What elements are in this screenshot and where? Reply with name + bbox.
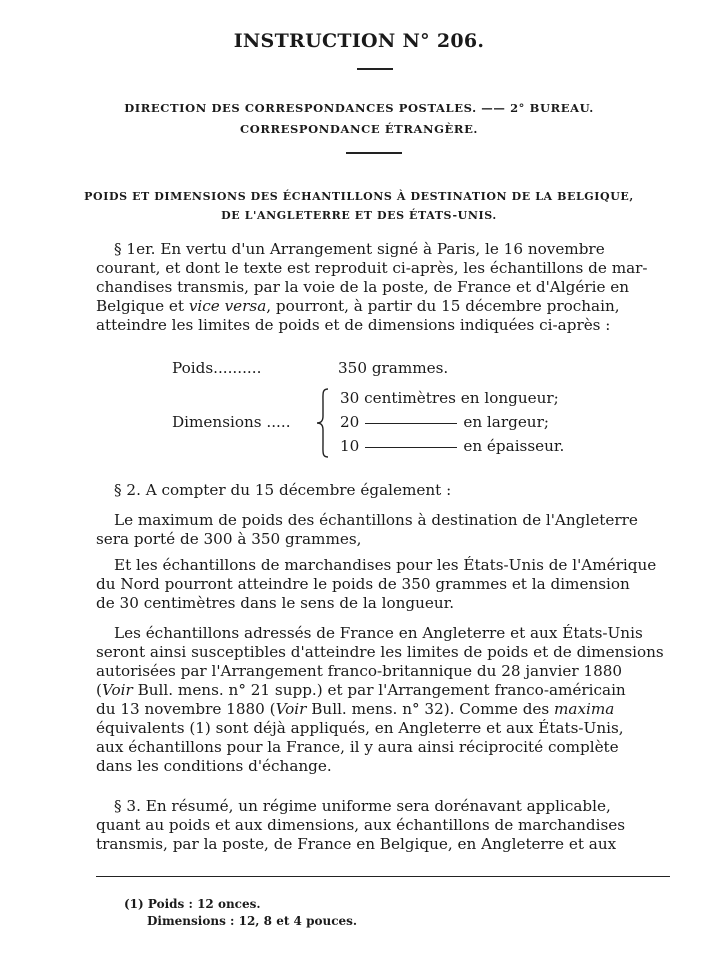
line-rest: pourront, à partir du 15 décembre prochain, (275, 297, 620, 315)
title-rule (357, 68, 393, 70)
poids-label: Poids.......... (172, 359, 262, 377)
paragraph-line: dans les conditions d'échange. (96, 757, 332, 775)
subject-line-1: POIDS ET DIMENSIONS DES ÉCHANTILLONS À DESTINATION DE LA BELGIQUE, (84, 190, 634, 203)
ditto-dash (365, 423, 457, 424)
italic-voir: Voir (101, 681, 133, 699)
section-2-paragraph-1 (96, 511, 670, 549)
epaisseur-row (340, 437, 564, 455)
section-1-line: atteindre les limites de poids et de dimensions indiquées ci-après : (96, 316, 611, 334)
paragraph-line: Les échantillons adressés de France en Angleterre et aux États-Unis (114, 624, 643, 642)
section-2-paragraph-3 (96, 624, 670, 776)
section-1 (96, 240, 670, 335)
italic-phrase: vice versa (188, 297, 267, 315)
instruction-title: INSTRUCTION N° 206. (233, 30, 485, 52)
section-1-line (96, 297, 670, 316)
line-start: du 13 novembre 1880 ( (96, 700, 276, 718)
ditto-dash (365, 447, 457, 448)
dimensions-label: Dimensions ..... (172, 413, 291, 431)
section-3 (96, 797, 670, 854)
paragraph-line: Le maximum de poids des échantillons à destination de l'Angleterre (114, 511, 638, 529)
paragraph-line: sera porté de 300 à 350 grammes, (96, 530, 362, 548)
largeur-row (340, 413, 549, 431)
paragraph-line (96, 700, 670, 719)
section-2-heading (96, 481, 670, 500)
paragraph-line: de 30 centimètres dans le sens de la longueur. (96, 594, 455, 612)
section-2-heading-text: § 2. A compter du 15 décembre également : (114, 481, 452, 499)
section-3-line: § 3. En résumé, un régime uniforme sera dorénavant applicable, (114, 797, 611, 815)
paragraph-line: du Nord pourront atteindre le poids de 350 grammes et la dimension (96, 575, 630, 593)
poids-value: 350 grammes. (338, 359, 449, 377)
paragraph-line: équivalents (1) sont déjà appliqués, en Angleterre et aux États-Unis, (96, 719, 624, 737)
section-1-line: chandises transmis, par la voie de la poste, de France et d'Algérie en (96, 278, 630, 296)
epaisseur-value: 10 (340, 437, 360, 455)
header-rule (346, 152, 402, 154)
section-3-line: transmis, par la poste, de France en Belgique, en Angleterre et aux (96, 835, 617, 853)
line-middle: Bull. mens. n° 32). Comme des (311, 700, 550, 718)
paragraph-line: Et les échantillons de marchandises pour les États-Unis de l'Amérique (114, 556, 657, 574)
line-prefix: Belgique et (96, 297, 189, 315)
longueur-value: 30 (340, 389, 360, 407)
section-3-line: quant au poids et aux dimensions, aux échantillons de marchandises (96, 816, 626, 834)
section-2-paragraph-2 (96, 556, 670, 613)
direction-line: DIRECTION DES CORRESPONDANCES POSTALES. —— 2° BUREAU. (124, 101, 594, 115)
paragraph-line: aux échantillons pour la France, il y aura ainsi réciprocité complète (96, 738, 619, 756)
largeur-value: 20 (340, 413, 360, 431)
italic-voir: Voir (275, 700, 307, 718)
footnote-line-2: Dimensions : 12, 8 et 4 pouces. (147, 914, 358, 928)
footnote-rule (96, 876, 670, 877)
longueur-row (340, 389, 559, 407)
section-1-line: § 1er. En vertu d'un Arrangement signé à Paris, le 16 novembre (114, 240, 605, 258)
footnote-line-1: (1) Poids : 12 onces. (124, 897, 261, 911)
subject-line-2: DE L'ANGLETERRE ET DES ÉTATS-UNIS. (221, 209, 497, 222)
paragraph-line: (Voir Bull. mens. n° 21 supp.) et par l'Arrangement franco-américain (96, 681, 626, 699)
section-1-line: courant, et dont le texte est reproduit ci-après, les échantillons de mar- (96, 259, 648, 277)
paragraph-line: seront ainsi susceptibles d'atteindre les limites de poids et de dimensions (96, 643, 664, 661)
brace-icon (316, 388, 330, 458)
longueur-text: centimètres en longueur; (364, 389, 559, 407)
correspondance-line: CORRESPONDANCE ÉTRANGÈRE. (239, 122, 479, 136)
paragraph-line: autorisées par l'Arrangement franco-britannique du 28 janvier 1880 (96, 662, 623, 680)
line-suffix: , (266, 297, 276, 315)
italic-maxima: maxima (554, 700, 615, 718)
epaisseur-text: en épaisseur. (463, 437, 565, 455)
largeur-text: en largeur; (463, 413, 549, 431)
line-rest: Bull. mens. n° 21 supp.) et par l'Arrangement franco-américain (137, 681, 626, 699)
